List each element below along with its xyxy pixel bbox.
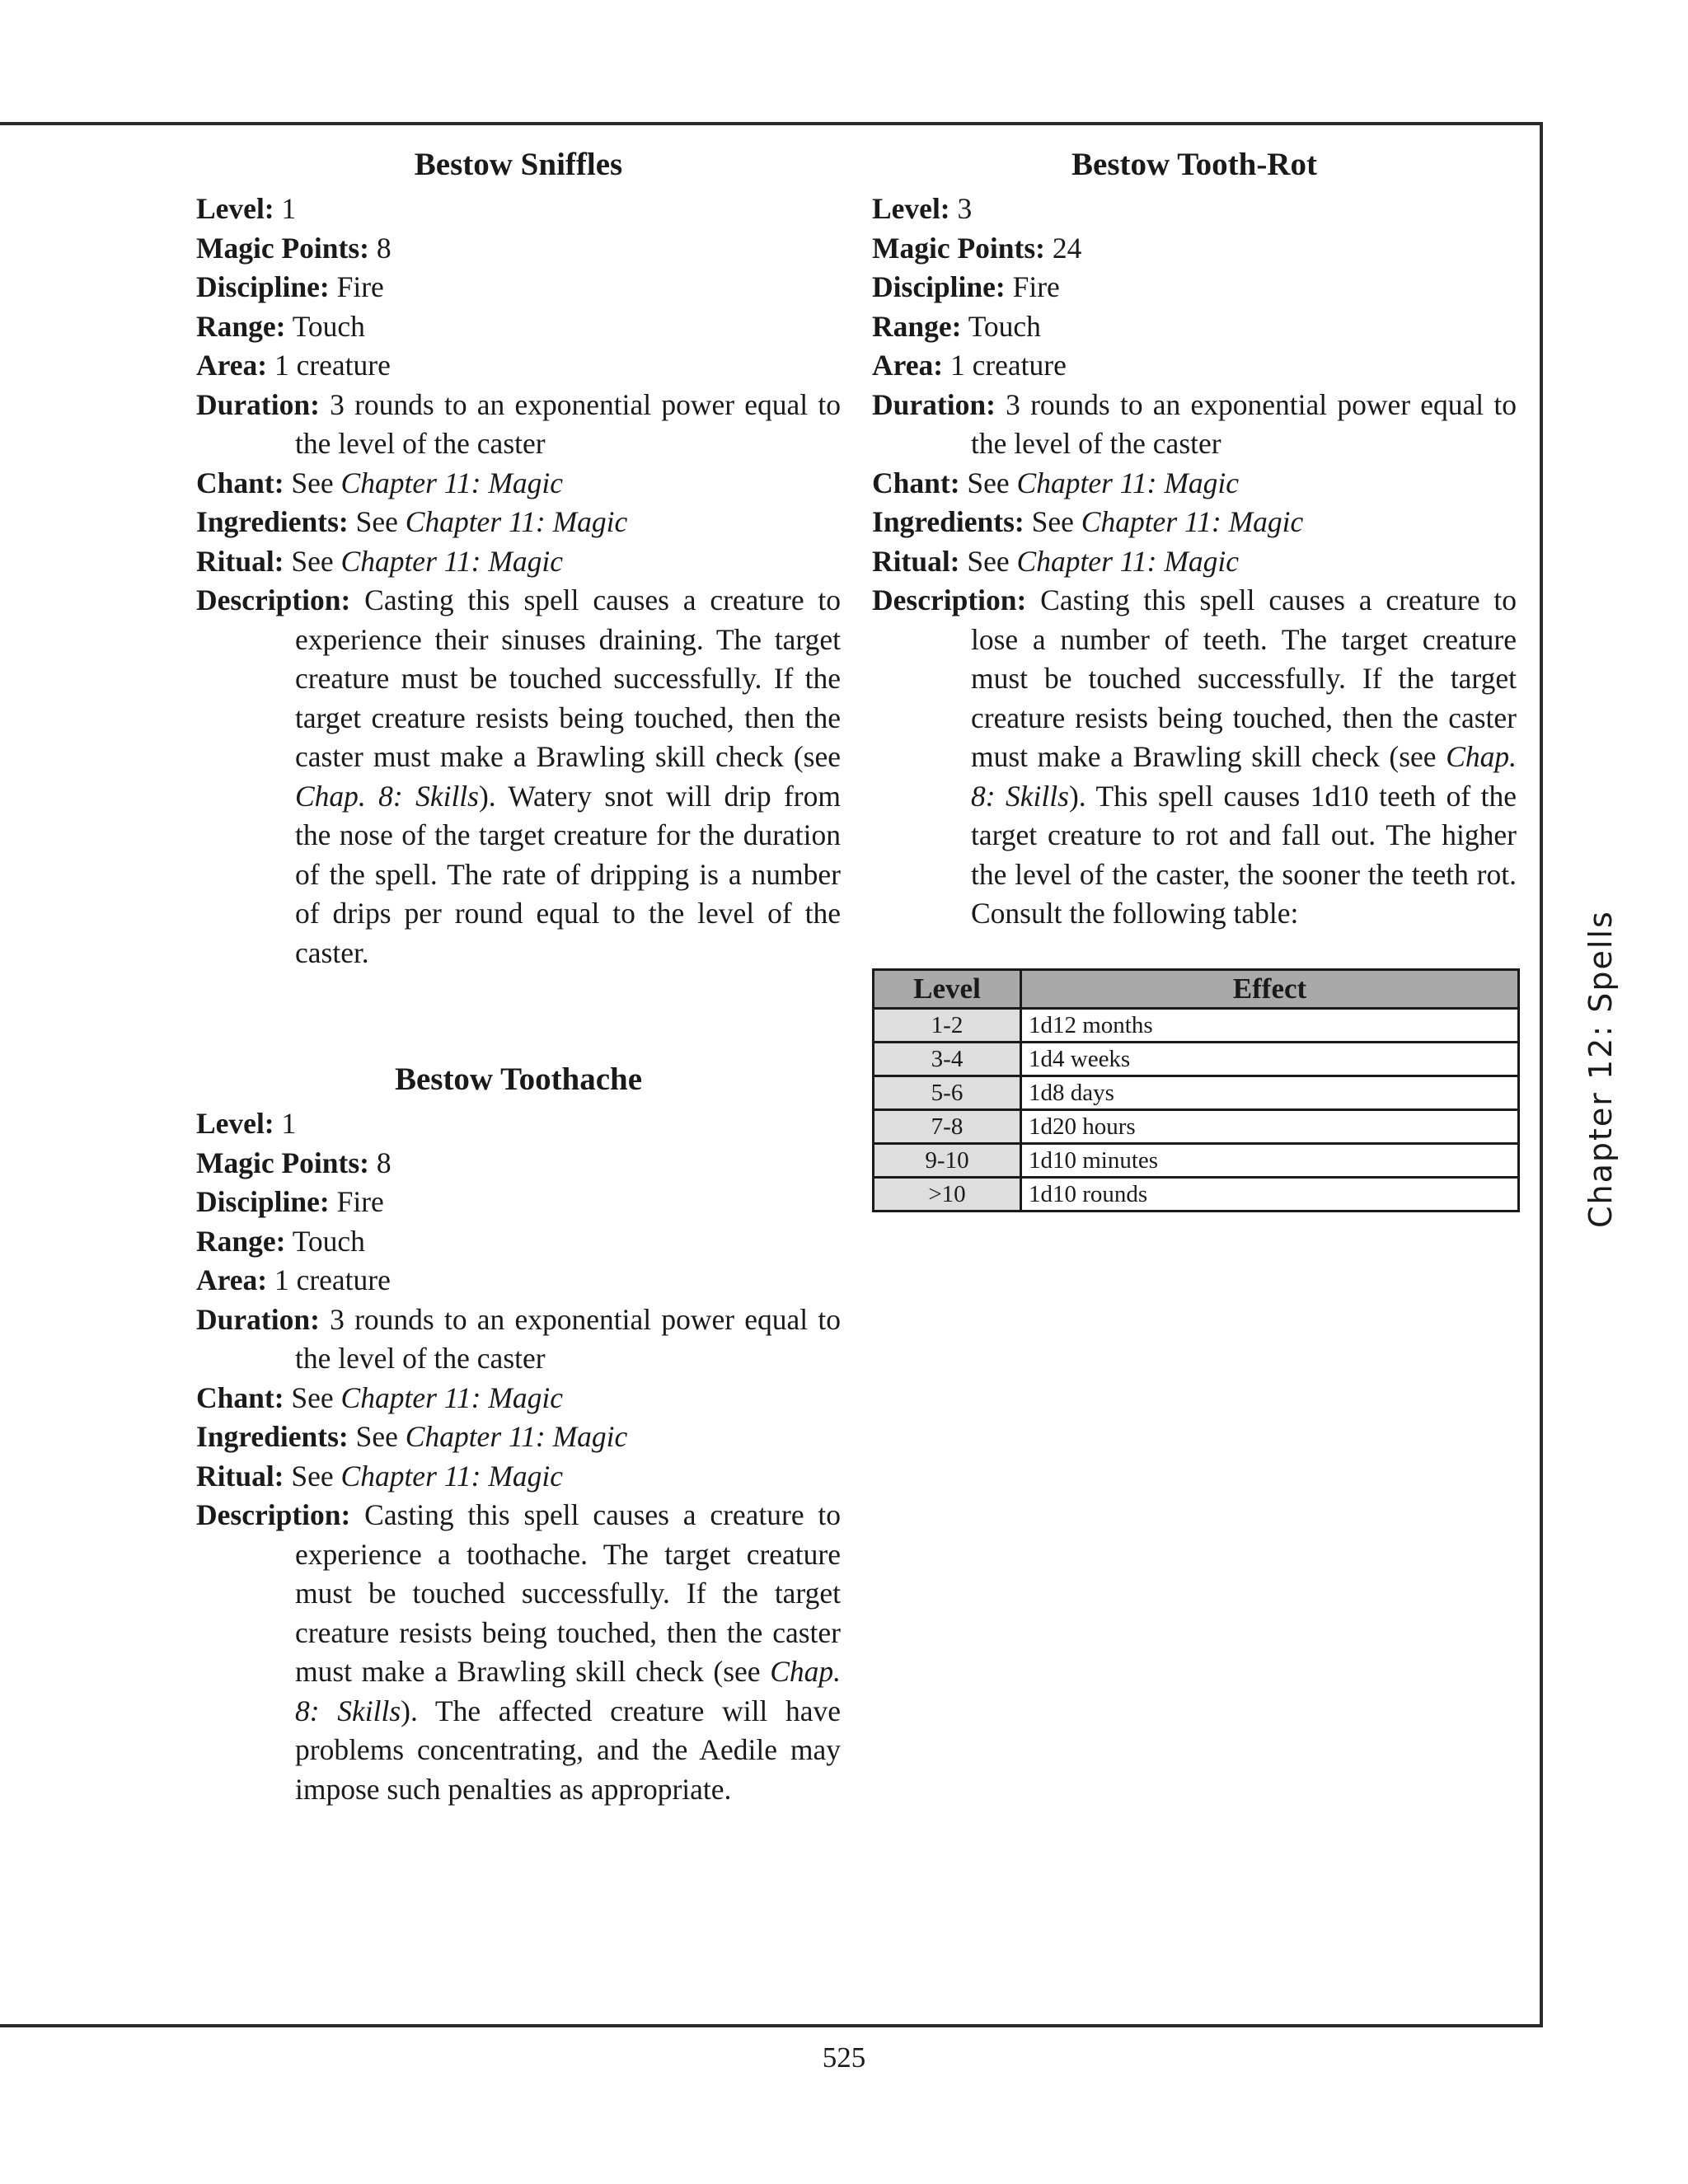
field-ingredients: Ingredients: See Chapter 11: Magic <box>872 505 1304 538</box>
table-row <box>874 1042 1519 1076</box>
spell-title: Bestow Tooth-Rot <box>1071 147 1317 182</box>
field-duration: Duration: 3 rounds to an exponential power equal to the level of the caster <box>196 1302 842 1375</box>
table-cell-level: >10 <box>874 1177 1021 1211</box>
field-discipline: Discipline: Fire <box>196 1185 384 1218</box>
table-cell-effect: 1d12 months <box>1021 1008 1519 1042</box>
field-level: Level: 1 <box>196 192 297 225</box>
tooth-rot-effects-table <box>872 968 1520 1212</box>
table-cell-effect: 1d10 rounds <box>1021 1177 1519 1211</box>
right-column <box>872 142 1517 1212</box>
field-ritual: Ritual: See Chapter 11: Magic <box>196 544 564 578</box>
field-chant: Chant: See Chapter 11: Magic <box>196 1380 564 1414</box>
frame-right-rule <box>1540 122 1543 2027</box>
page-number: 525 <box>822 2041 866 2074</box>
table-row <box>874 1008 1519 1042</box>
field-range: Range: Touch <box>872 309 1041 343</box>
field-ingredients: Ingredients: See Chapter 11: Magic <box>196 505 628 538</box>
field-ritual: Ritual: See Chapter 11: Magic <box>872 544 1240 578</box>
table-header-level: Level <box>874 969 1021 1008</box>
table-row <box>874 1076 1519 1109</box>
field-area: Area: 1 creature <box>872 349 1067 382</box>
spell-title: Bestow Toothache <box>394 1062 643 1097</box>
spell-bestow-sniffles <box>196 142 841 972</box>
table-cell-level: 7-8 <box>874 1109 1021 1143</box>
frame-top-rule <box>0 122 1543 125</box>
table-row <box>874 1109 1519 1143</box>
field-area: Area: 1 creature <box>196 349 391 382</box>
section-spacer <box>196 972 841 1057</box>
field-range: Range: Touch <box>196 1224 365 1258</box>
table-header-effect: Effect <box>1021 969 1519 1008</box>
field-magic-points: Magic Points: 24 <box>872 231 1082 265</box>
field-magic-points: Magic Points: 8 <box>196 1146 392 1179</box>
spell-title: Bestow Sniffles <box>414 147 623 182</box>
table-header-row <box>874 969 1519 1008</box>
field-description: Description: Casting this spell causes a creature to experience a toothache. The target creature must be touched successfully. If the target creature resists being touched, then the caster must make a Brawling skill check (see Chap. 8: Skills). The affected creature will have problems concentrating, and the Aedile may impose such penalties as appropriate. <box>196 1498 841 1806</box>
field-range: Range: Touch <box>196 309 365 343</box>
table-cell-level: 1-2 <box>874 1008 1021 1042</box>
field-chant: Chant: See Chapter 11: Magic <box>196 466 564 499</box>
field-duration: Duration: 3 rounds to an exponential power equal to the level of the caster <box>196 387 842 460</box>
table-cell-effect: 1d8 days <box>1021 1076 1519 1109</box>
field-description: Description: Casting this spell causes a creature to lose a number of teeth. The target creature must be touched successfully. If the target creature resists being touched, then the caster must make a Brawling skill check (see Chap. 8: Skills). This spell causes 1d10 teeth of the target creature to rot and fall out. The higher the level of the caster, the sooner the teeth rot. Consult the following table: <box>872 583 1517 930</box>
table-cell-level: 9-10 <box>874 1143 1021 1177</box>
table-row <box>874 1143 1519 1177</box>
field-level: Level: 3 <box>872 192 973 225</box>
table-cell-level: 5-6 <box>874 1076 1021 1109</box>
table-cell-effect: 1d10 minutes <box>1021 1143 1519 1177</box>
field-ingredients: Ingredients: See Chapter 11: Magic <box>196 1420 628 1453</box>
field-discipline: Discipline: Fire <box>872 270 1060 303</box>
field-ritual: Ritual: See Chapter 11: Magic <box>196 1459 564 1493</box>
table-cell-effect: 1d20 hours <box>1021 1109 1519 1143</box>
table-cell-level: 3-4 <box>874 1042 1021 1076</box>
field-chant: Chant: See Chapter 11: Magic <box>872 466 1240 499</box>
spell-bestow-toothache <box>196 1057 841 1809</box>
table-cell-effect: 1d4 weeks <box>1021 1042 1519 1076</box>
spell-bestow-tooth-rot <box>872 142 1517 1212</box>
field-magic-points: Magic Points: 8 <box>196 231 392 265</box>
frame-bottom-rule <box>0 2024 1543 2027</box>
table-row <box>874 1177 1519 1211</box>
field-area: Area: 1 creature <box>196 1263 391 1296</box>
field-description: Description: Casting this spell causes a creature to experience their sinuses draining. The target creature must be touched successfully. If the target creature resists being touched, then the caster must make a Brawling skill check (see Chap. 8: Skills). Watery snot will drip from the nose of the target creature for the duration of the spell. The rate of dripping is a number of drips per round equal to the level of the caster. <box>196 583 841 969</box>
field-discipline: Discipline: Fire <box>196 270 384 303</box>
chapter-side-tab: Chapter 12: Spells <box>1582 910 1619 1228</box>
left-column <box>196 142 841 1809</box>
field-duration: Duration: 3 rounds to an exponential power equal to the level of the caster <box>872 387 1517 460</box>
field-level: Level: 1 <box>196 1107 297 1140</box>
